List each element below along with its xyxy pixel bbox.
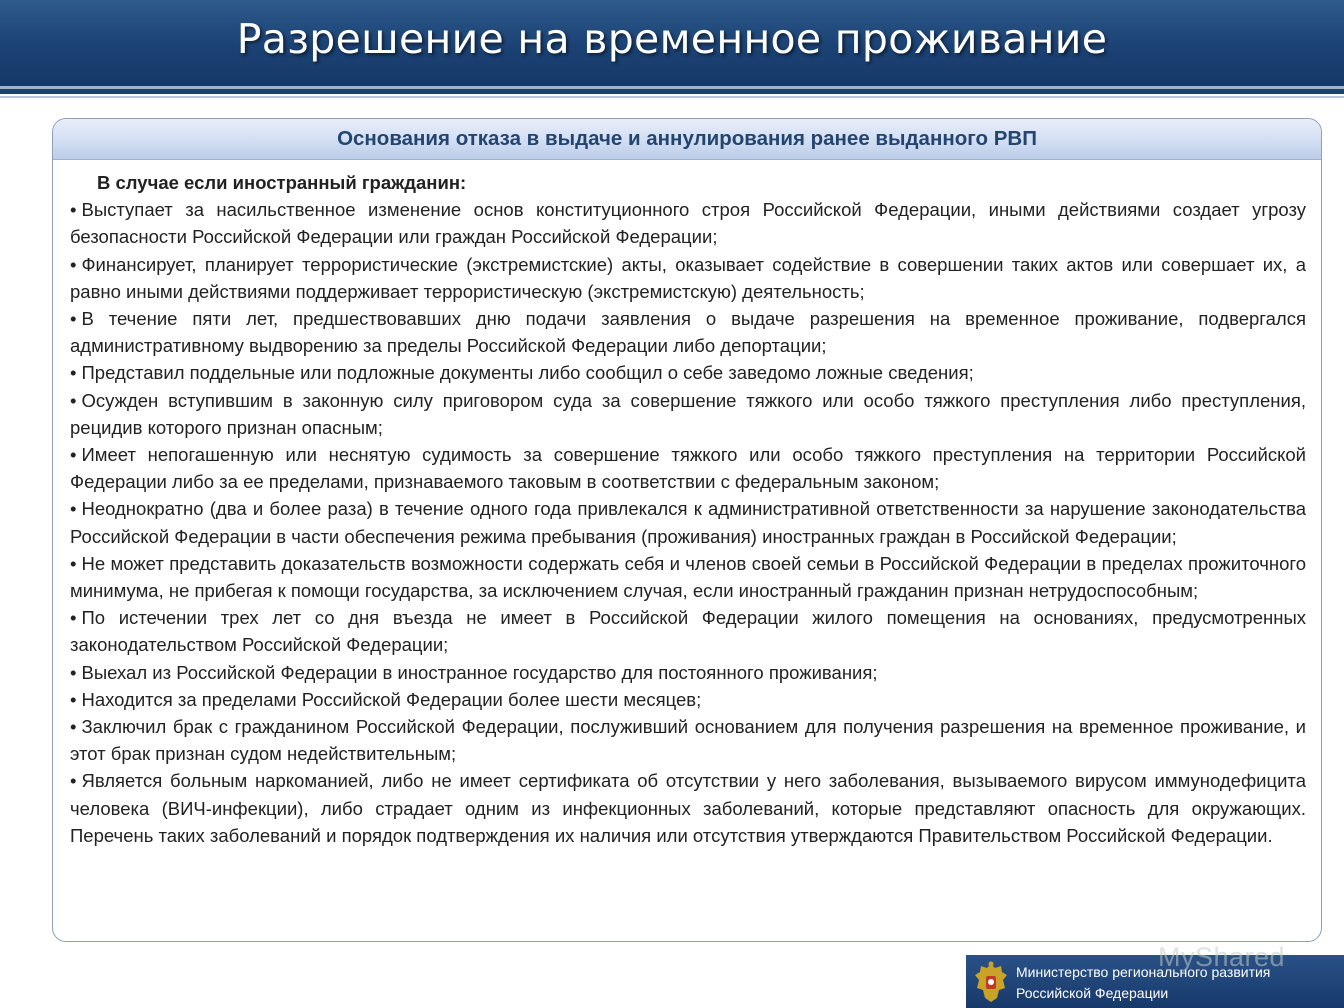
panel-title: Основания отказа в выдаче и аннулирования ранее выданного РВП — [53, 119, 1321, 160]
bullet-icon: • — [70, 308, 77, 330]
list-item — [70, 713, 1306, 767]
bullet-icon: • — [70, 199, 77, 221]
list-item — [70, 251, 1306, 305]
slide-title: Разрешение на временное проживание — [236, 15, 1108, 63]
list-item-text: Заключил брак с гражданином Российской Федерации, послуживший основанием для получения разрешения на временное проживание, и этот брак признан судом недействительным; — [70, 716, 1306, 765]
list-item — [70, 604, 1306, 658]
list-item — [70, 495, 1306, 549]
list-item-text: Финансирует, планирует террористические (экстремистские) акты, оказывает содействие в совершении таких актов или совершает их, а равно иными действиями поддерживает террористическую (экстремистскую) деятельность; — [70, 253, 1306, 302]
header-divider-thin — [0, 96, 1344, 98]
bullet-icon: • — [70, 607, 77, 629]
list-item-text: Имеет непогашенную или неснятую судимость за совершение тяжкого или особо тяжкого преступления на территории Российской Федерации либо за ее пределами, признаваемого таковым в соответствии с федеральным законом; — [70, 444, 1306, 493]
ministry-name-line1: Министерство регионального развития — [1016, 964, 1271, 980]
list-item — [70, 659, 1306, 686]
bullet-icon: • — [70, 444, 77, 466]
list-item — [70, 359, 1306, 386]
bullet-icon: • — [70, 389, 77, 411]
ministry-name-line2: Российской Федерации — [1016, 985, 1169, 1001]
list-item — [70, 767, 1306, 849]
list-item-text: В течение пяти лет, предшествовавших дню подачи заявления о выдаче разрешения на временное проживание, подвергался административному выдворению за пределы Российской Федерации либо депортации; — [70, 308, 1306, 357]
list-item — [70, 686, 1306, 713]
ministry-footer — [966, 955, 1344, 1008]
bullet-icon: • — [70, 253, 77, 275]
list-item-text: Находится за пределами Российской Федерации более шести месяцев; — [81, 688, 702, 710]
list-item-text: По истечении трех лет со дня въезда не имеет в Российской Федерации жилого помещения на основаниях, предусмотренных законодательством Российской Федерации; — [70, 607, 1306, 656]
bullet-icon: • — [70, 716, 77, 738]
bullet-icon: • — [70, 498, 77, 520]
list-item-text: Осужден вступившим в законную силу приговором суда за совершение тяжкого или особо тяжкого преступления либо преступления, рецидив которого признан опасным; — [70, 389, 1306, 438]
list-item-text: Не может представить доказательств возможности содержать себя и членов своей семьи в Российской Федерации в пределах прожиточного минимума, не прибегая к помощи государства, за исключением случая, если иностранный гражданин признан нетрудоспособным; — [70, 552, 1306, 602]
list-item-text: Неоднократно (два и более раза) в течение одного года привлекался к административной ответственности за нарушение законодательства Российской Федерации в части обеспечения режима пребывания (проживания) иностранных граждан в Российской Федерации; — [70, 498, 1306, 547]
grounds-list — [70, 196, 1306, 849]
list-item — [70, 196, 1306, 250]
list-item — [70, 305, 1306, 359]
bullet-icon: • — [70, 688, 77, 710]
intro-text: В случае если иностранный гражданин: — [97, 172, 467, 193]
slide-header — [0, 0, 1344, 86]
list-item-text: Выехал из Российской Федерации в иностранное государство для постоянного проживания; — [81, 661, 878, 683]
list-item — [70, 550, 1306, 604]
bullet-icon: • — [70, 362, 77, 384]
header-divider-dark — [0, 89, 1344, 94]
list-item-text: Представил поддельные или подложные документы либо сообщил о себе заведомо ложные сведения; — [81, 362, 974, 384]
bullet-icon: • — [70, 661, 77, 683]
list-item — [70, 441, 1306, 495]
panel-content — [70, 169, 1306, 849]
coat-of-arms-icon — [974, 960, 1008, 1004]
bullet-icon: • — [70, 552, 77, 574]
list-item — [70, 387, 1306, 441]
list-item-text: Выступает за насильственное изменение основ конституционного строя Российской Федерации, иными действиями создает угрозу безопасности Российской Федерации или граждан Российской Федерации; — [70, 199, 1306, 248]
watermark: MyShared — [1158, 942, 1286, 972]
bullet-icon: • — [70, 770, 77, 792]
content-panel — [52, 118, 1322, 942]
list-item-text: Является больным наркоманией, либо не имеет сертификата об отсутствии у него заболевания, вызываемого вирусом иммунодефицита человека (ВИЧ-инфекции), либо страдает одним из инфекционных заболеваний, которые представляют опасность для окружающих. Перечень таких заболеваний и порядок подтверждения их наличия или отсутствия утверждаются Правительством Российской Федерации. — [70, 770, 1306, 846]
